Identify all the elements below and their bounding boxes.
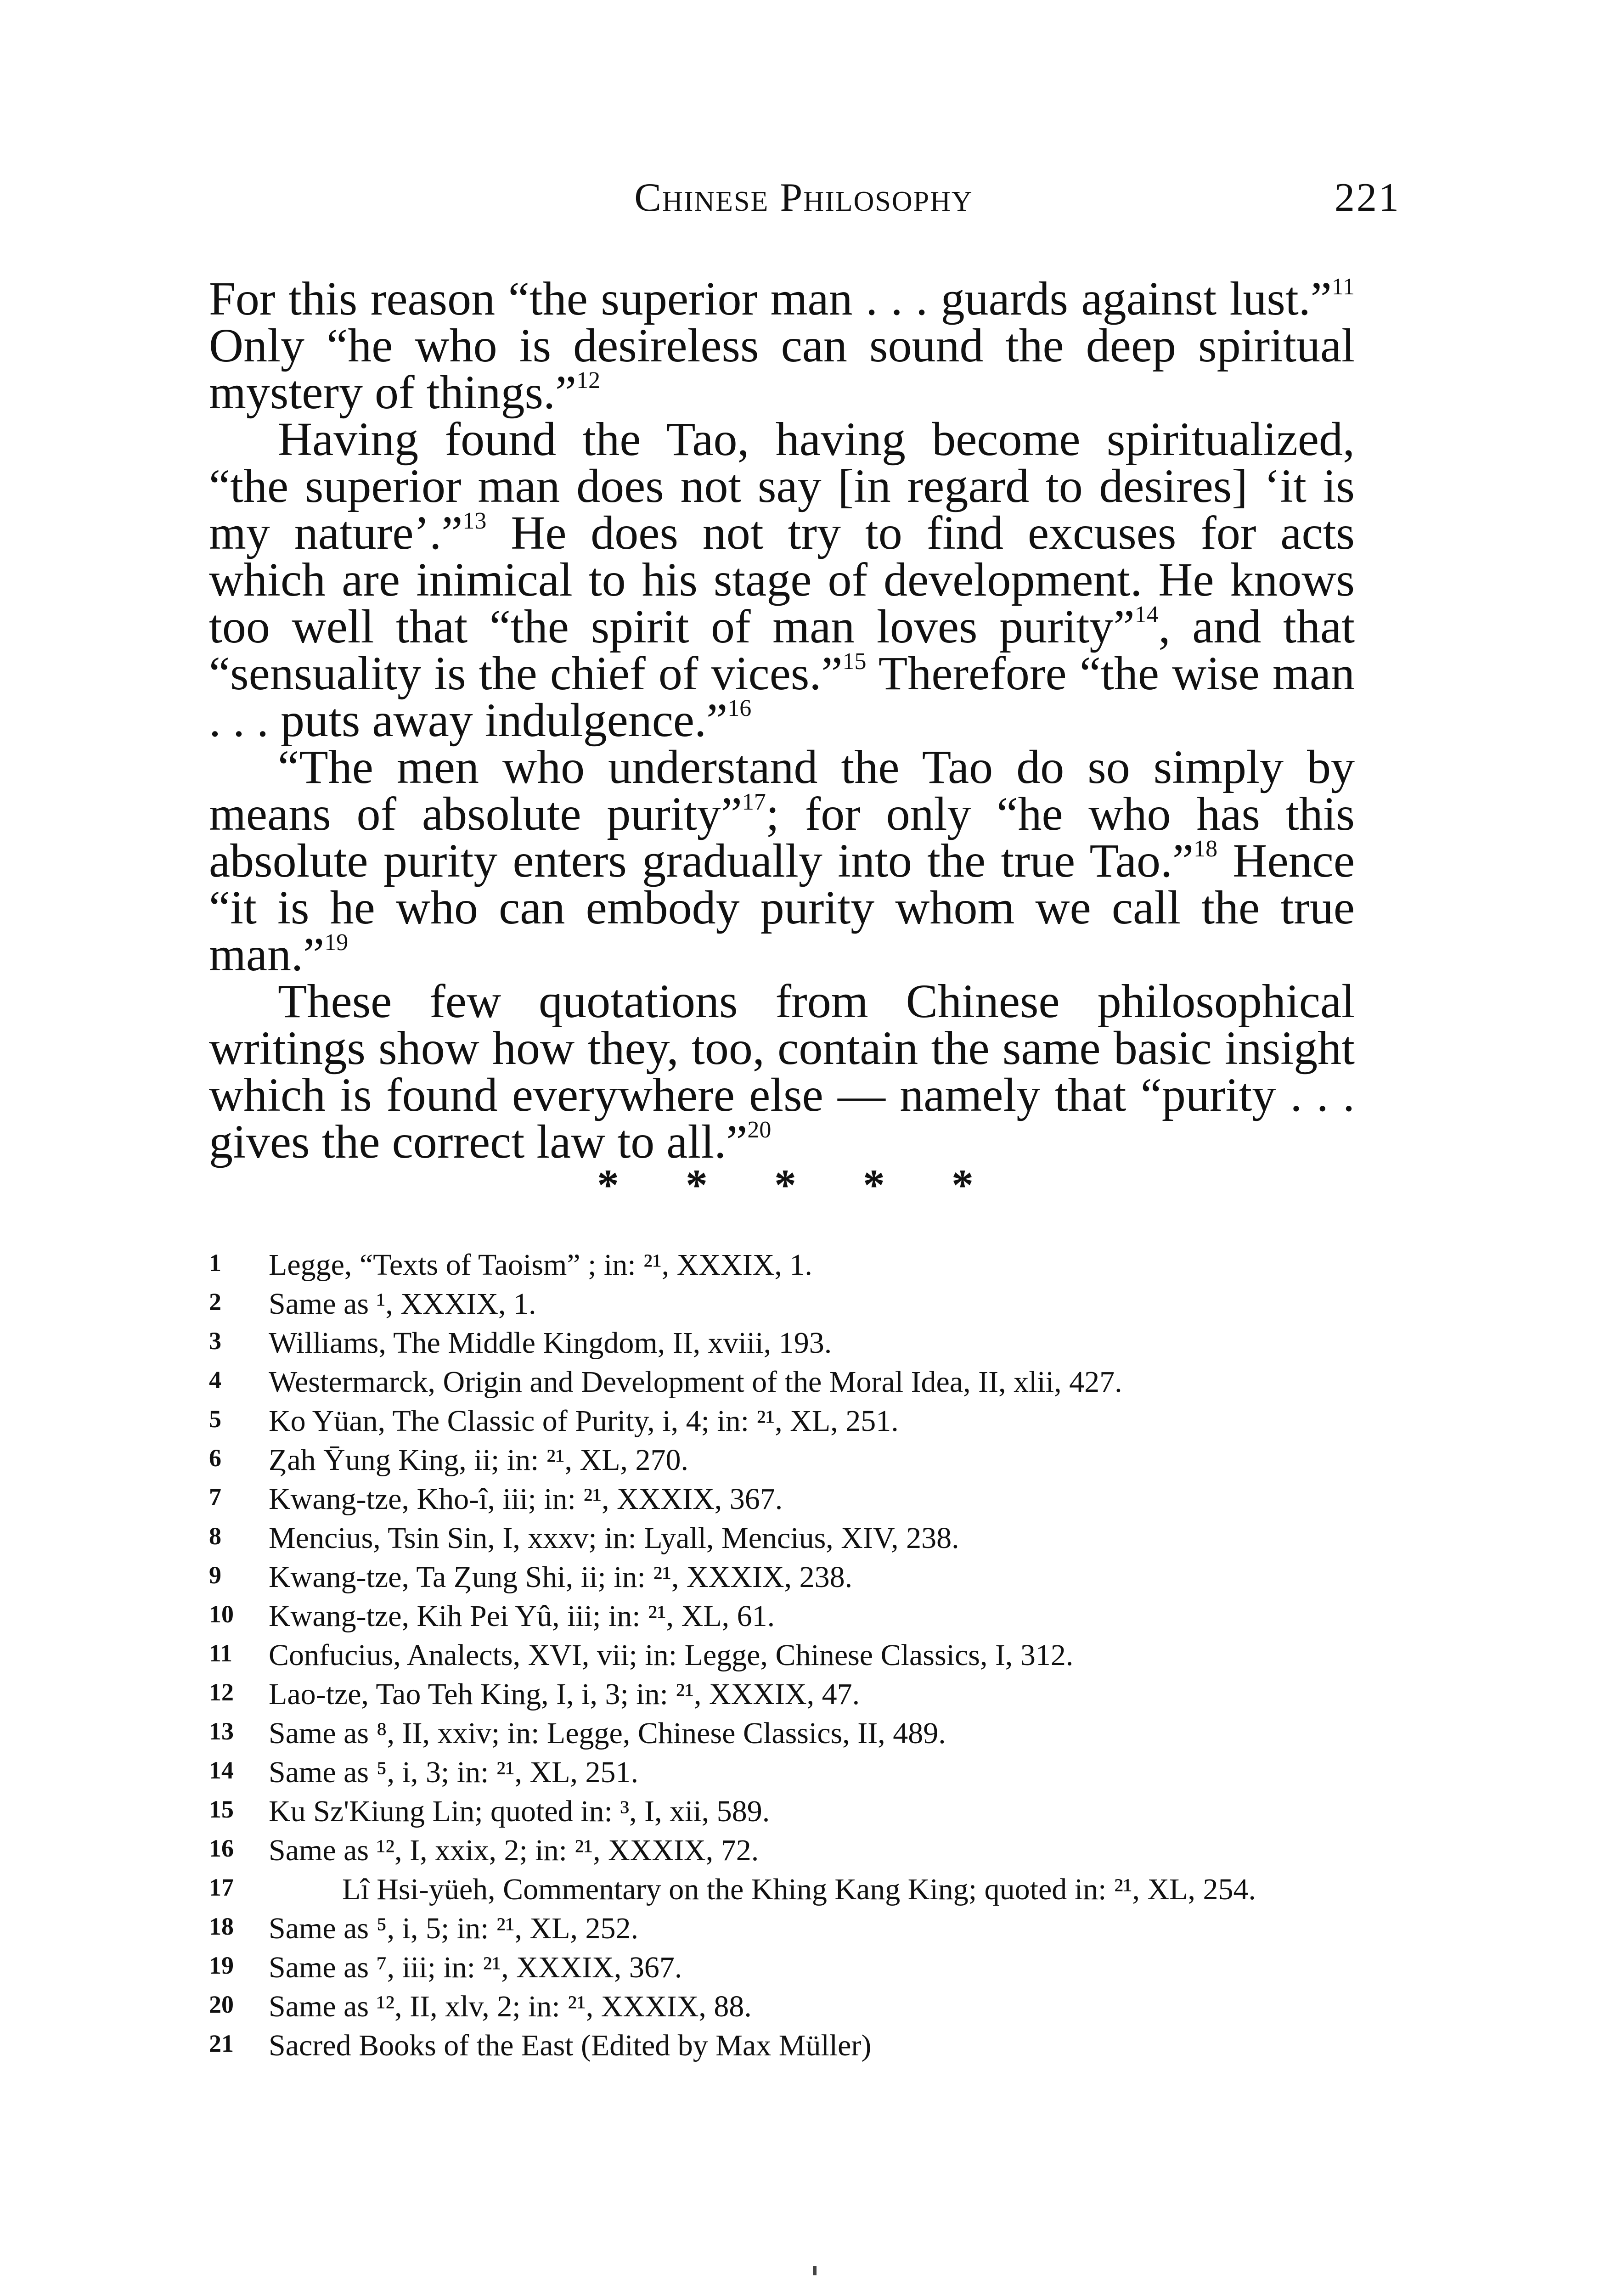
footnote-text: Same as ⁷, iii; in: ²¹, XXXIX, 367. — [269, 1951, 682, 1984]
footnote-ref: 15 — [842, 648, 867, 675]
footnote — [209, 1283, 1357, 1322]
footnote-text: Lao-tze, Tao Teh King, I, i, 3; in: ²¹, XXXIX, 47. — [269, 1677, 860, 1711]
footnote-number: 19 — [209, 1952, 234, 1979]
paragraph-2: Having found the Tao, having become spiritualized, “the superior man does not say [in regard to desires] ‘it is my nature’.”$^{13}$ He does not try to find excuses for acts which are inimical to his stage of development. He knows too well that “the spirit of man loves purity”$^{14}$, and that “sensuality is the chief of vices.”$^{15}$ Therefore “the wise man . . . puts away indulgence.”$^{16}$ — [209, 413, 1355, 747]
footnote-ref: 17 — [742, 789, 766, 815]
footnote — [209, 1908, 1357, 1947]
separator-star: * — [863, 1160, 885, 1210]
footnote-text: Legge, “Texts of Taoism” ; in: ²¹, XXXIX, 1. — [269, 1248, 812, 1282]
footnote — [209, 1752, 1357, 1791]
paragraph-3: “The men who understand the Tao do so simply by means of absolute purity”$^{17}$; for only “he who has this absolute purity enters gradually into the true Tao.”$^{18}$ Hence “it is he who can embody purity whom we call the true man.”$^{19}$ — [209, 741, 1355, 981]
footnote-text: Ku Sz'Kiung Lin; quoted in: ³, I, xii, 589. — [269, 1795, 770, 1828]
running-head — [207, 174, 1401, 225]
footnote — [209, 1830, 1357, 1869]
footnote — [209, 1869, 1357, 1908]
footnote-ref: 14 — [1134, 602, 1159, 628]
footnote-text: Same as ⁵, i, 3; in: ²¹, XL, 251. — [269, 1756, 639, 1789]
footnote-number: 15 — [209, 1795, 234, 1823]
footnote-text: Kwang-tze, Kho-î, iii; in: ²¹, XXXIX, 367. — [269, 1482, 783, 1516]
footnote-text: Williams, The Middle Kingdom, II, xviii, 193. — [269, 1326, 832, 1360]
footnote — [209, 1440, 1357, 1479]
footnote-number: 17 — [209, 1874, 234, 1901]
footnote-number: 21 — [209, 2030, 234, 2057]
running-title: Chinese Philosophy — [634, 175, 973, 220]
body-text — [209, 272, 1355, 1168]
footnote-text: Same as ⁵, i, 5; in: ²¹, XL, 252. — [269, 1912, 639, 1945]
footnote — [209, 1635, 1357, 1674]
footnote-text: Ko Yüan, The Classic of Purity, i, 4; in: ²¹, XL, 251. — [269, 1404, 899, 1438]
footnote-text: Same as ¹, XXXIX, 1. — [269, 1287, 536, 1321]
footnote — [209, 1947, 1357, 1986]
footnote-number: 14 — [209, 1756, 234, 1784]
footnote-number: 11 — [209, 1639, 233, 1667]
footnote — [209, 1401, 1357, 1440]
footnote — [209, 1986, 1357, 2025]
footnote-text: Lî Hsi-yüeh, Commentary on the Khing Kang King; quoted in: ²¹, XL, 254. — [342, 1873, 1256, 1906]
footnote — [209, 1557, 1357, 1596]
footnote-number: 4 — [209, 1366, 221, 1394]
footnote-text: Same as ¹², II, xlv, 2; in: ²¹, XXXIX, 88. — [269, 1990, 752, 2023]
print-mark — [813, 2266, 817, 2275]
footnote-number: 7 — [209, 1483, 221, 1511]
footnote — [209, 1322, 1357, 1362]
footnote-ref: 12 — [576, 367, 601, 394]
footnote-text: Kwang-tze, Ta Ȥung Shi, ii; in: ²¹, XXXIX, 238. — [269, 1560, 853, 1594]
footnote-ref: 11 — [1331, 274, 1355, 300]
footnote-ref: 16 — [727, 695, 752, 721]
footnote-text: Ȥah Ȳung King, ii; in: ²¹, XL, 270. — [269, 1443, 689, 1477]
footnote-number: 18 — [209, 1913, 234, 1940]
footnote-number: 9 — [209, 1561, 221, 1589]
footnote-ref: 19 — [324, 929, 349, 956]
footnote-number: 8 — [209, 1522, 221, 1550]
footnote-text: Westermarck, Origin and Development of the Moral Idea, II, xlii, 427. — [269, 1365, 1122, 1399]
footnote — [209, 1791, 1357, 1830]
footnote-text: Confucius, Analects, XVI, vii; in: Legge, Chinese Classics, I, 312. — [269, 1638, 1074, 1672]
footnote-number: 12 — [209, 1678, 234, 1706]
footnote-text: Same as ¹², I, xxix, 2; in: ²¹, XXXIX, 72. — [269, 1834, 759, 1867]
page-number: 221 — [1335, 175, 1401, 220]
separator-star: * — [686, 1160, 708, 1210]
footnote-number: 2 — [209, 1288, 221, 1316]
footnote-text: Kwang-tze, Kih Pei Yû, iii; in: ²¹, XL, 61. — [269, 1599, 775, 1633]
footnote-ref: 18 — [1194, 836, 1218, 862]
footnote-number: 16 — [209, 1835, 234, 1862]
footnote — [209, 1518, 1357, 1557]
footnote — [209, 1674, 1357, 1713]
footnote-ref: 13 — [462, 508, 487, 534]
separator-star: * — [952, 1160, 974, 1210]
footnote — [209, 2025, 1357, 2064]
footnote-number: 3 — [209, 1327, 221, 1355]
footnotes — [209, 1244, 1357, 2064]
footnote-number: 10 — [209, 1600, 234, 1628]
footnote-ref: 20 — [747, 1117, 772, 1143]
footnote-number: 20 — [209, 1991, 234, 2018]
footnote-text: Mencius, Tsin Sin, I, xxxv; in: Lyall, Mencius, XIV, 238. — [269, 1521, 959, 1555]
footnote — [209, 1596, 1357, 1635]
footnote-text: Same as ⁸, II, xxiv; in: Legge, Chinese Classics, II, 489. — [269, 1716, 946, 1750]
separator-star: * — [774, 1160, 796, 1210]
footnote-number: 5 — [209, 1405, 221, 1433]
separator-star: * — [597, 1160, 619, 1210]
footnote-number: 6 — [209, 1444, 221, 1472]
paragraph-1: For this reason “the superior man . . . guards against lust.”$^{11}$ Only “he who is desireless can sound the deep spiritual mystery of things.”$^{12}$ — [209, 272, 1355, 419]
section-separator — [597, 1159, 974, 1210]
footnote — [209, 1244, 1357, 1283]
footnote-text: Sacred Books of the East (Edited by Max Müller) — [269, 2029, 872, 2062]
footnote — [209, 1479, 1357, 1518]
footnote — [209, 1713, 1357, 1752]
footnote — [209, 1362, 1357, 1401]
footnote-number: 1 — [209, 1249, 221, 1277]
footnote-number: 13 — [209, 1717, 234, 1745]
paragraph-4: These few quotations from Chinese philosophical writings show how they, too, contain the same basic insight which is found everywhere else — namely that “purity . . . gives the correct law to all.”$^{20}$ — [209, 975, 1355, 1168]
